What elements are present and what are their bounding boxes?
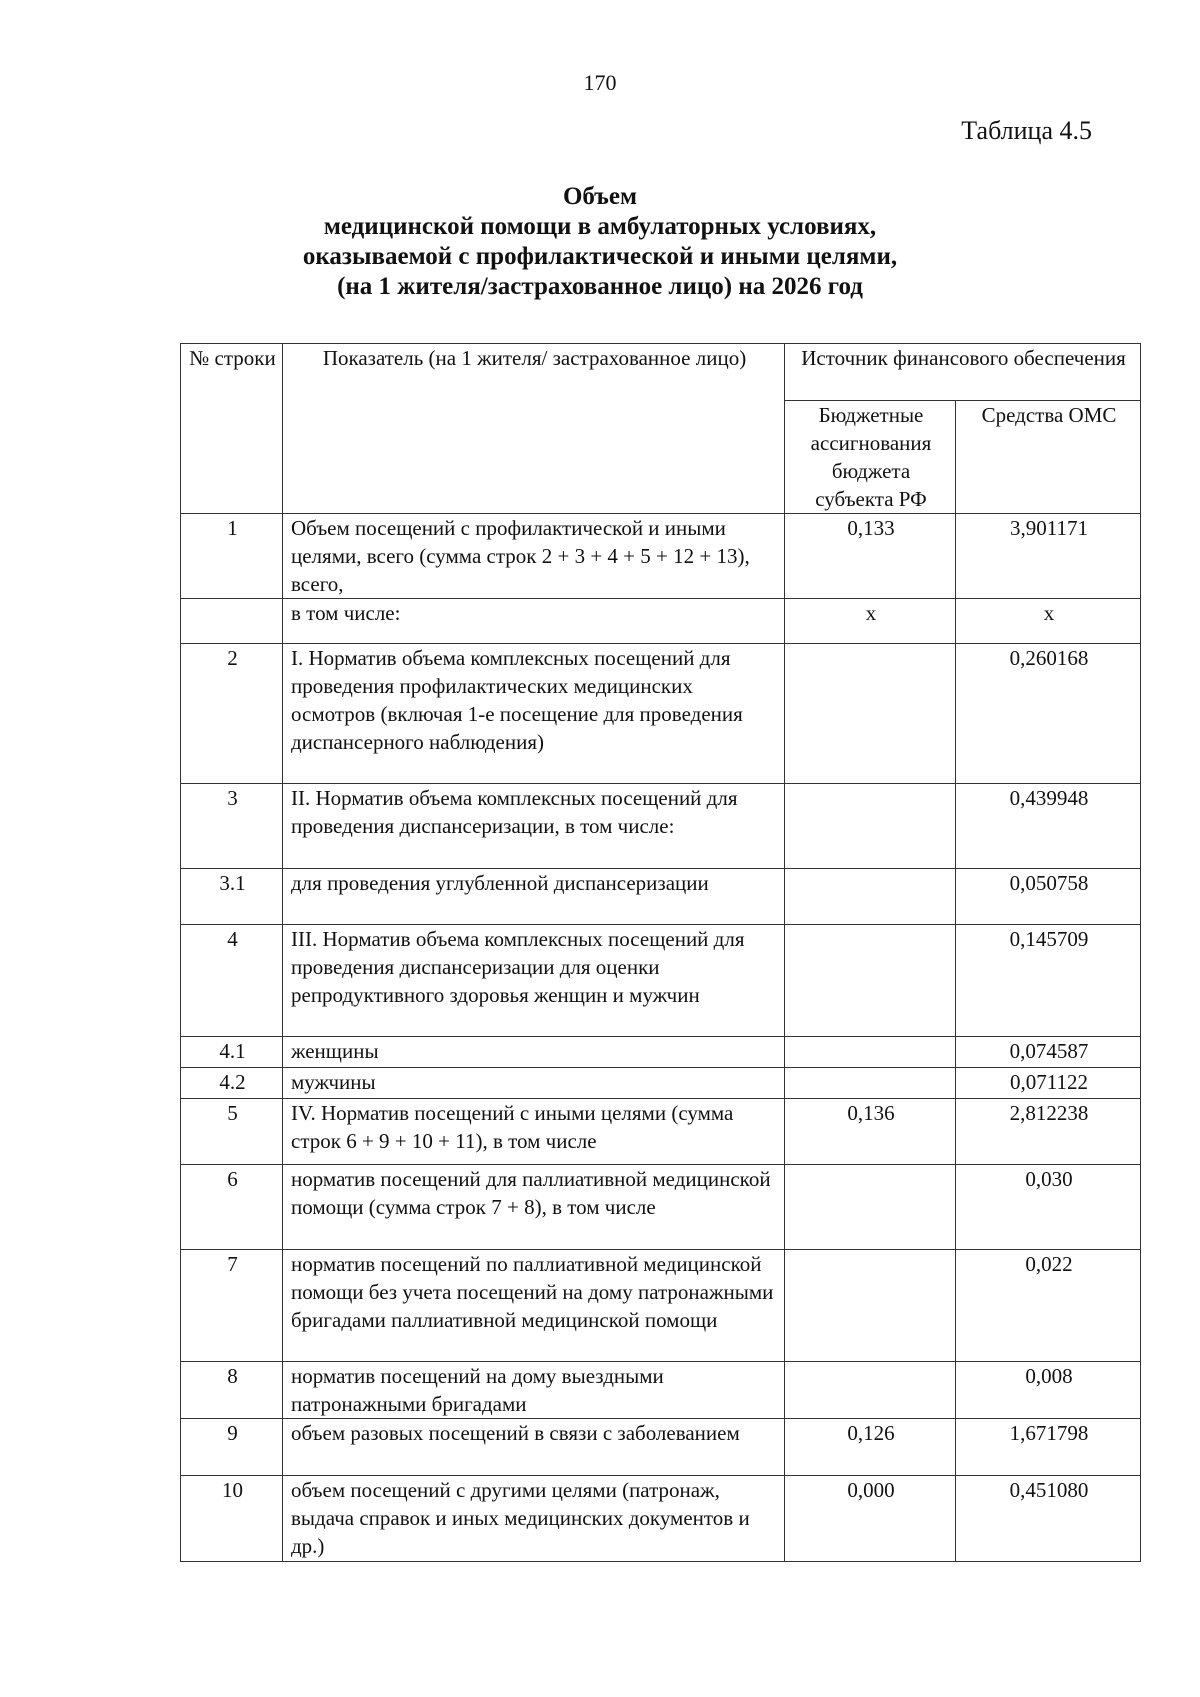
budget-cell — [785, 869, 956, 925]
indicator-cell: норматив посещений для паллиативной медицинской помощи (сумма строк 7 + 8), в том числе — [283, 1165, 785, 1250]
indicator-cell: III. Норматив объема комплексных посещений для проведения диспансеризации для оценки репродуктивного здоровья женщин и мужчин — [283, 925, 785, 1037]
header-budget: Бюджетные ассигнования бюджета субъекта РФ — [785, 401, 956, 514]
table-row — [181, 1099, 1141, 1165]
budget-cell — [785, 1362, 956, 1419]
budget-cell — [785, 644, 956, 784]
oms-cell: 3,901171 — [956, 514, 1141, 599]
row-number-cell: 9 — [181, 1419, 283, 1476]
budget-cell — [785, 1037, 956, 1068]
oms-cell: х — [956, 599, 1141, 644]
oms-cell: 1,671798 — [956, 1419, 1141, 1476]
oms-cell: 0,050758 — [956, 869, 1141, 925]
budget-cell: 0,133 — [785, 514, 956, 599]
budget-cell — [785, 784, 956, 869]
oms-cell: 0,439948 — [956, 784, 1141, 869]
indicator-cell: IV. Норматив посещений с иными целями (сумма строк 6 + 9 + 10 + 11), в том числе — [283, 1099, 785, 1165]
row-number-cell: 2 — [181, 644, 283, 784]
page-number: 170 — [583, 70, 617, 95]
oms-cell: 0,030 — [956, 1165, 1141, 1250]
table-row — [181, 1068, 1141, 1099]
indicator-cell: женщины — [283, 1037, 785, 1068]
table-row — [181, 1362, 1141, 1419]
budget-cell: 0,126 — [785, 1419, 956, 1476]
row-number-cell — [181, 599, 283, 644]
table-row — [181, 784, 1141, 869]
budget-cell — [785, 1165, 956, 1250]
header-oms: Средства ОМС — [956, 401, 1141, 514]
budget-cell: 0,000 — [785, 1476, 956, 1562]
indicator-cell: I. Норматив объема комплексных посещений для проведения профилактических медицинских осмотров (включая 1-е посещение для проведения диспансерного наблюдения) — [283, 644, 785, 784]
row-number-cell: 5 — [181, 1099, 283, 1165]
indicator-cell: норматив посещений на дому выездными патронажными бригадами — [283, 1362, 785, 1419]
data-table — [180, 343, 1141, 1562]
budget-cell: х — [785, 599, 956, 644]
oms-cell: 0,145709 — [956, 925, 1141, 1037]
table-row — [181, 514, 1141, 599]
oms-cell: 0,074587 — [956, 1037, 1141, 1068]
table-row — [181, 869, 1141, 925]
row-number-cell: 8 — [181, 1362, 283, 1419]
indicator-cell: норматив посещений по паллиативной медицинской помощи без учета посещений на дому патронажными бригадами паллиативной медицинской помощи — [283, 1250, 785, 1362]
oms-cell: 0,260168 — [956, 644, 1141, 784]
table-row — [181, 1250, 1141, 1362]
title-line: Объем — [562, 183, 638, 210]
title-line: (на 1 жителя/застрахованное лицо) на 2026 год — [337, 273, 863, 300]
oms-cell: 0,022 — [956, 1250, 1141, 1362]
row-number-cell: 4 — [181, 925, 283, 1037]
indicator-cell: объем посещений с другими целями (патронаж, выдача справок и иных медицинских документов и др.) — [283, 1476, 785, 1562]
table-body — [181, 514, 1141, 1562]
header-row — [181, 344, 1141, 401]
table-row — [181, 1037, 1141, 1068]
table-row — [181, 599, 1141, 644]
header-source: Источник финансового обеспечения — [785, 344, 1141, 401]
table-row — [181, 1476, 1141, 1562]
oms-cell: 0,451080 — [956, 1476, 1141, 1562]
header-indicator: Показатель (на 1 жителя/ застрахованное лицо) — [283, 344, 785, 514]
budget-cell — [785, 925, 956, 1037]
header-row-no: № строки — [181, 344, 283, 514]
row-number-cell: 4.2 — [181, 1068, 283, 1099]
budget-cell: 0,136 — [785, 1099, 956, 1165]
row-number-cell: 1 — [181, 514, 283, 599]
budget-cell — [785, 1250, 956, 1362]
row-number-cell: 3.1 — [181, 869, 283, 925]
indicator-cell: мужчины — [283, 1068, 785, 1099]
row-number-cell: 6 — [181, 1165, 283, 1250]
indicator-cell: в том числе: — [283, 599, 785, 644]
table-row — [181, 925, 1141, 1037]
indicator-cell: Объем посещений с профилактической и иными целями, всего (сумма строк 2 + 3 + 4 + 5 + 12 + 13), всего, — [283, 514, 785, 599]
indicator-cell: для проведения углубленной диспансеризации — [283, 869, 785, 925]
row-number-cell: 3 — [181, 784, 283, 869]
title-line: медицинской помощи в амбулаторных условиях, — [323, 213, 877, 240]
oms-cell: 0,071122 — [956, 1068, 1141, 1099]
oms-cell: 2,812238 — [956, 1099, 1141, 1165]
document-title — [0, 182, 1200, 302]
indicator-cell: II. Норматив объема комплексных посещений для проведения диспансеризации, в том числе: — [283, 784, 785, 869]
table-row — [181, 1165, 1141, 1250]
table-row — [181, 1419, 1141, 1476]
row-number-cell: 7 — [181, 1250, 283, 1362]
row-number-cell: 10 — [181, 1476, 283, 1562]
indicator-cell: объем разовых посещений в связи с заболеванием — [283, 1419, 785, 1476]
table-row — [181, 644, 1141, 784]
oms-cell: 0,008 — [956, 1362, 1141, 1419]
title-line: оказываемой с профилактической и иными целями, — [302, 243, 898, 270]
budget-cell — [785, 1068, 956, 1099]
table-caption: Таблица 4.5 — [961, 116, 1092, 145]
row-number-cell: 4.1 — [181, 1037, 283, 1068]
